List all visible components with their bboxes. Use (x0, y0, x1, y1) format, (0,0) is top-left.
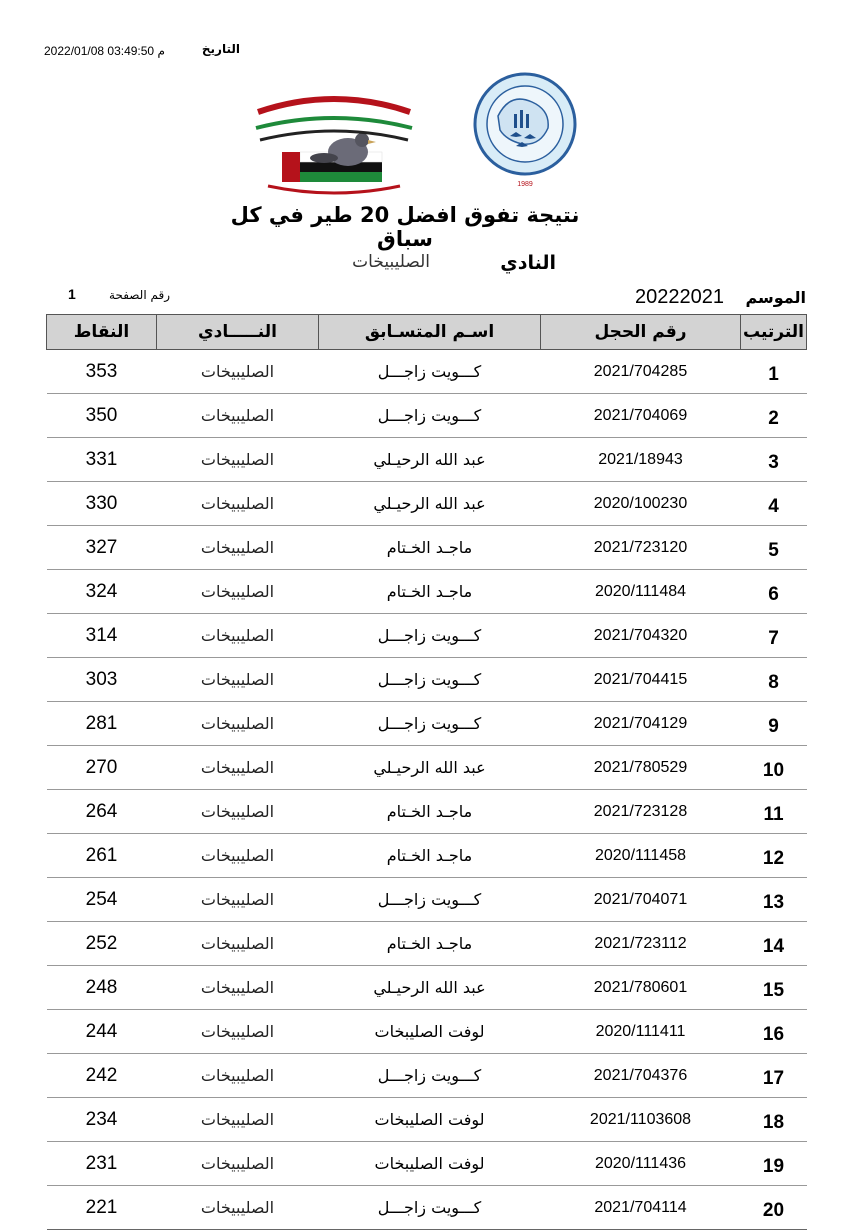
date-label: التاريخ (201, 42, 240, 56)
rank-cell: 13 (741, 878, 807, 922)
table-row (47, 702, 807, 746)
ring-cell: 2020/100230 (541, 482, 741, 526)
points-cell: 324 (47, 570, 157, 614)
fancier-cell: كـــويت زاجـــل (319, 702, 541, 746)
points-cell: 303 (47, 658, 157, 702)
club-filter (300, 252, 570, 280)
points-cell: 264 (47, 790, 157, 834)
table-row (47, 394, 807, 438)
federation-logo (470, 66, 580, 192)
table-row (47, 614, 807, 658)
table-row (47, 834, 807, 878)
club-cell: الصليبيخات (157, 394, 319, 438)
points-cell: 248 (47, 966, 157, 1010)
ring-cell: 2021/780529 (541, 746, 741, 790)
table-row (47, 1010, 807, 1054)
points-cell: 231 (47, 1142, 157, 1186)
club-cell: الصليبيخات (157, 966, 319, 1010)
club-value: الصليبيخات (352, 252, 430, 272)
points-cell: 221 (47, 1186, 157, 1230)
club-cell: الصليبيخات (157, 614, 319, 658)
rank-cell: 2 (741, 394, 807, 438)
column-header-rank: الترتيب (741, 315, 807, 350)
club-cell: الصليبيخات (157, 350, 319, 394)
ring-cell: 2021/704071 (541, 878, 741, 922)
table-row (47, 878, 807, 922)
ring-cell: 2021/723120 (541, 526, 741, 570)
points-cell: 350 (47, 394, 157, 438)
ring-cell: 2021/704376 (541, 1054, 741, 1098)
rank-cell: 1 (741, 350, 807, 394)
club-logo (248, 78, 420, 198)
rank-cell: 10 (741, 746, 807, 790)
fancier-cell: ماجـد الخـتام (319, 526, 541, 570)
rank-cell: 19 (741, 1142, 807, 1186)
page-number (60, 286, 180, 306)
club-cell: الصليبيخات (157, 878, 319, 922)
fancier-cell: عبد الله الرحيـلي (319, 482, 541, 526)
club-label: النادي (500, 252, 556, 274)
rank-cell: 11 (741, 790, 807, 834)
rank-cell: 6 (741, 570, 807, 614)
points-cell: 242 (47, 1054, 157, 1098)
fancier-cell: ماجـد الخـتام (319, 922, 541, 966)
fancier-cell: لوفت الصليبخات (319, 1142, 541, 1186)
rank-cell: 16 (741, 1010, 807, 1054)
table-row (47, 1098, 807, 1142)
ring-cell: 2021/723128 (541, 790, 741, 834)
points-cell: 281 (47, 702, 157, 746)
date-value: 2022/01/08 03:49:50 م (44, 44, 165, 58)
points-cell: 234 (47, 1098, 157, 1142)
points-cell: 327 (47, 526, 157, 570)
fancier-cell: عبد الله الرحيـلي (319, 746, 541, 790)
table-row (47, 1142, 807, 1186)
fancier-cell: كـــويت زاجـــل (319, 350, 541, 394)
ring-cell: 2021/780601 (541, 966, 741, 1010)
rank-cell: 4 (741, 482, 807, 526)
points-cell: 244 (47, 1010, 157, 1054)
fancier-cell: لوفت الصليبخات (319, 1098, 541, 1142)
column-header-ring: رقم الحجل (541, 315, 741, 350)
club-cell: الصليبيخات (157, 1010, 319, 1054)
points-cell: 353 (47, 350, 157, 394)
points-cell: 270 (47, 746, 157, 790)
rank-cell: 9 (741, 702, 807, 746)
column-header-club: النـــــادي (157, 315, 319, 350)
club-cell: الصليبيخات (157, 1098, 319, 1142)
results-table (46, 314, 807, 1230)
points-cell: 261 (47, 834, 157, 878)
fancier-cell: ماجـد الخـتام (319, 570, 541, 614)
rank-cell: 18 (741, 1098, 807, 1142)
club-cell: الصليبيخات (157, 526, 319, 570)
ring-cell: 2021/704114 (541, 1186, 741, 1230)
club-cell: الصليبيخات (157, 482, 319, 526)
fancier-cell: كـــويت زاجـــل (319, 658, 541, 702)
rank-cell: 14 (741, 922, 807, 966)
club-cell: الصليبيخات (157, 922, 319, 966)
rank-cell: 8 (741, 658, 807, 702)
club-cell: الصليبيخات (157, 658, 319, 702)
points-cell: 252 (47, 922, 157, 966)
fancier-cell: ماجـد الخـتام (319, 790, 541, 834)
fancier-cell: لوفت الصليبخات (319, 1010, 541, 1054)
ring-cell: 2021/704069 (541, 394, 741, 438)
rank-cell: 5 (741, 526, 807, 570)
ring-cell: 2021/1103608 (541, 1098, 741, 1142)
table-header-row (47, 315, 807, 350)
column-header-fancier: اسـم المتسـابق (319, 315, 541, 350)
table-row (47, 350, 807, 394)
report-datetime (44, 42, 244, 62)
report-title: نتيجة تفوق افضل 20 طير في كل سباق (230, 203, 580, 251)
table-row (47, 1186, 807, 1230)
points-cell: 314 (47, 614, 157, 658)
club-cell: الصليبيخات (157, 702, 319, 746)
season-label: الموسم (745, 288, 806, 307)
club-cell: الصليبيخات (157, 1186, 319, 1230)
fancier-cell: ماجـد الخـتام (319, 834, 541, 878)
fancier-cell: كـــويت زاجـــل (319, 1186, 541, 1230)
fancier-cell: كـــويت زاجـــل (319, 614, 541, 658)
table-row (47, 790, 807, 834)
club-cell: الصليبيخات (157, 438, 319, 482)
rank-cell: 12 (741, 834, 807, 878)
club-cell: الصليبيخات (157, 1054, 319, 1098)
points-cell: 254 (47, 878, 157, 922)
points-cell: 330 (47, 482, 157, 526)
rank-cell: 15 (741, 966, 807, 1010)
page-label: رقم الصفحة (109, 288, 170, 302)
fancier-cell: كـــويت زاجـــل (319, 878, 541, 922)
ring-cell: 2021/704320 (541, 614, 741, 658)
ring-cell: 2020/111411 (541, 1010, 741, 1054)
ring-cell: 2021/704129 (541, 702, 741, 746)
rank-cell: 7 (741, 614, 807, 658)
table-row (47, 482, 807, 526)
fancier-cell: عبد الله الرحيـلي (319, 438, 541, 482)
club-cell: الصليبيخات (157, 570, 319, 614)
table-row (47, 658, 807, 702)
club-cell: الصليبيخات (157, 790, 319, 834)
club-cell: الصليبيخات (157, 1142, 319, 1186)
fancier-cell: كـــويت زاجـــل (319, 1054, 541, 1098)
rank-cell: 17 (741, 1054, 807, 1098)
ring-cell: 2020/111484 (541, 570, 741, 614)
page-value: 1 (68, 286, 76, 302)
table-row (47, 526, 807, 570)
ring-cell: 2020/111458 (541, 834, 741, 878)
club-cell: الصليبيخات (157, 834, 319, 878)
season-info (610, 284, 806, 310)
season-value: 20222021 (635, 286, 724, 308)
ring-cell: 2021/18943 (541, 438, 741, 482)
svg-text:1989: 1989 (517, 181, 533, 188)
rank-cell: 3 (741, 438, 807, 482)
ring-cell: 2020/111436 (541, 1142, 741, 1186)
rank-cell: 20 (741, 1186, 807, 1230)
ring-cell: 2021/723112 (541, 922, 741, 966)
table-row (47, 438, 807, 482)
fancier-cell: كـــويت زاجـــل (319, 394, 541, 438)
ring-cell: 2021/704285 (541, 350, 741, 394)
table-row (47, 1054, 807, 1098)
column-header-points: النقاط (47, 315, 157, 350)
fancier-cell: عبد الله الرحيـلي (319, 966, 541, 1010)
points-cell: 331 (47, 438, 157, 482)
club-cell: الصليبيخات (157, 746, 319, 790)
table-row (47, 570, 807, 614)
table-row (47, 966, 807, 1010)
ring-cell: 2021/704415 (541, 658, 741, 702)
table-row (47, 922, 807, 966)
table-row (47, 746, 807, 790)
